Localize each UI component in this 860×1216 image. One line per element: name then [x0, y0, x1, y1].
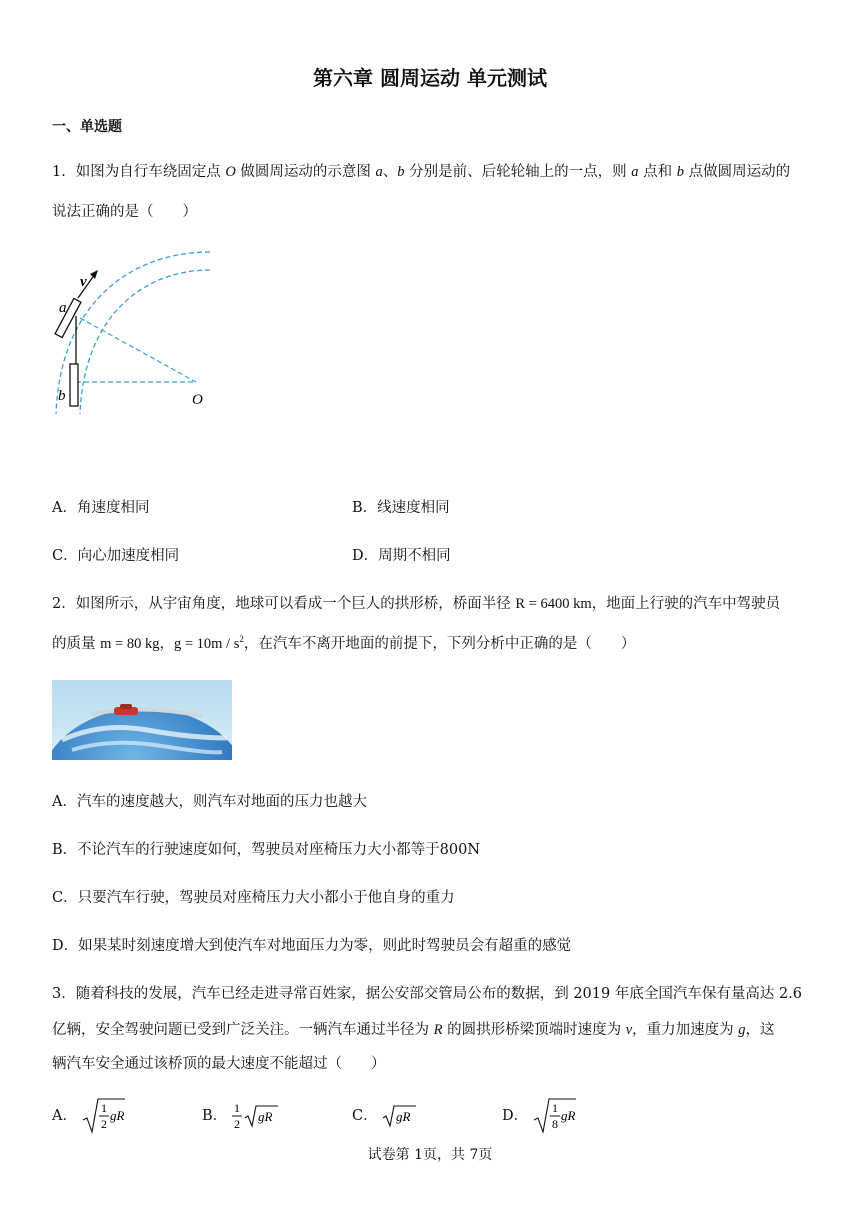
q1-var-a: a — [631, 164, 639, 180]
section-heading: 一、单选题 — [52, 119, 122, 135]
q1-text: 1．如图为自行车绕固定点 — [52, 164, 226, 180]
q2-stem-line2 — [52, 632, 635, 653]
q2-option-a[interactable]: A．汽车的速度越大，则汽车对地面的压力也越大 — [52, 794, 367, 810]
inner-arc — [80, 270, 210, 414]
car-window — [120, 704, 132, 709]
svg-text:2: 2 — [233, 1117, 240, 1131]
q2-text: ， — [159, 636, 174, 652]
svg-text:8: 8 — [551, 1117, 558, 1131]
q2-gravity-value: g = 10m / s — [173, 636, 240, 652]
q2-earth-bridge-image — [52, 680, 232, 760]
q2-option-c[interactable]: C．只要汽车行驶，驾驶员对座椅压力大小都小于他自身的重力 — [52, 890, 455, 906]
q2-radius-value: R = 6400 km — [515, 596, 592, 612]
label-b: b — [58, 388, 66, 404]
svg-text:1: 1 — [551, 1101, 558, 1115]
label-v: v — [80, 274, 87, 290]
svg-text:2: 2 — [100, 1117, 107, 1131]
sqrt-icon — [82, 1096, 126, 1136]
page-title: 第六章 圆周运动 单元测试 — [313, 66, 547, 90]
q2-mass-value: m = 80 kg — [100, 636, 160, 652]
q3-option-b[interactable] — [202, 1096, 282, 1136]
sqrt-icon — [382, 1096, 418, 1136]
q1-bicycle-diagram — [50, 244, 220, 424]
q3-var-v: v — [625, 1022, 633, 1038]
label-O: O — [192, 392, 203, 408]
q1-text: 点做圆周运动的 — [683, 164, 791, 180]
label-a: a — [59, 300, 67, 316]
q3-option-b-label: B． — [202, 1108, 228, 1124]
radius-line-a — [80, 318, 196, 382]
q3-text: ，重力加速度为 — [632, 1022, 739, 1038]
q2-text: ，在汽车不离开地面的前提下，下列分析中正确的是（ ） — [243, 636, 636, 652]
q3-text: 亿辆，安全驾驶问题已受到广泛关注。一辆汽车通过半径为 — [52, 1022, 434, 1038]
rear-wheel — [70, 364, 78, 406]
q1-text: 点和 — [638, 164, 677, 180]
q3-stem-line2 — [52, 1018, 774, 1039]
q2-option-b[interactable]: B．不论汽车的行驶速度如何，驾驶员对座椅压力大小都等于800N — [52, 842, 481, 858]
q1-option-c[interactable]: C．向心加速度相同 — [52, 548, 180, 564]
q1-var-a: a — [375, 164, 383, 180]
q2-text: ，地面上行驶的汽车中驾驶员 — [591, 596, 781, 612]
q1-text: 分别是前、后轮轮轴上的一点，则 — [404, 164, 632, 180]
q3-stem-line1: 3．随着科技的发展，汽车已经走进寻常百姓家，据公安部交管局公布的数据，到 2019 年底全国汽车保有量高达 2.6 — [52, 986, 803, 1002]
q1-var-b: b — [676, 164, 684, 180]
q1-option-d[interactable]: D．周期不相同 — [352, 548, 451, 564]
q1-option-b[interactable]: B．线速度相同 — [352, 500, 450, 516]
q3-option-c-label: C． — [352, 1108, 378, 1124]
q2-text: 2．如图所示，从宇宙角度，地球可以看成一个巨人的拱形桥，桥面半径 — [52, 596, 516, 612]
q1-text: 、 — [382, 164, 398, 180]
q3-text: 的圆拱形桥梁顶端时速度为 — [442, 1022, 626, 1038]
svg-text:gR: gR — [396, 1109, 411, 1124]
q1-text: 做圆周运动的示意图 — [235, 164, 376, 180]
svg-text:gR: gR — [560, 1108, 576, 1123]
q3-option-a-label: A． — [52, 1108, 77, 1124]
svg-text:1: 1 — [233, 1101, 240, 1115]
q3-stem-line3: 辆汽车安全通过该桥顶的最大速度不能超过（ ） — [52, 1056, 386, 1072]
q1-stem-line2: 说法正确的是（ ） — [52, 204, 197, 220]
velocity-arrowhead-icon — [90, 270, 98, 279]
q2-stem-line1 — [52, 592, 780, 613]
q1-stem-line1 — [52, 160, 790, 181]
q3-option-c[interactable] — [352, 1096, 418, 1136]
q3-var-R: R — [433, 1022, 443, 1038]
half-sqrt-icon — [232, 1096, 282, 1136]
q2-gravity-exponent: 2 — [239, 634, 244, 645]
q3-option-d-label: D． — [502, 1108, 529, 1124]
page-footer: 试卷第 1页，共 7页 — [367, 1147, 493, 1163]
q2-text: 的质量 — [52, 636, 101, 652]
q1-var-b: b — [397, 164, 405, 180]
q3-text: ，这 — [745, 1022, 775, 1038]
sqrt-icon — [533, 1096, 577, 1136]
q3-option-a[interactable] — [52, 1096, 126, 1136]
q3-var-g: g — [738, 1022, 746, 1038]
svg-text:gR: gR — [109, 1108, 125, 1123]
q2-option-d[interactable]: D．如果某时刻速度增大到使汽车对地面压力为零，则此时驾驶员会有超重的感觉 — [52, 938, 572, 954]
q1-var-O: O — [225, 164, 236, 180]
svg-text:1: 1 — [100, 1101, 107, 1115]
svg-text:gR: gR — [257, 1109, 273, 1124]
q1-option-a[interactable]: A．角速度相同 — [52, 500, 150, 516]
q3-option-d[interactable] — [502, 1096, 577, 1136]
